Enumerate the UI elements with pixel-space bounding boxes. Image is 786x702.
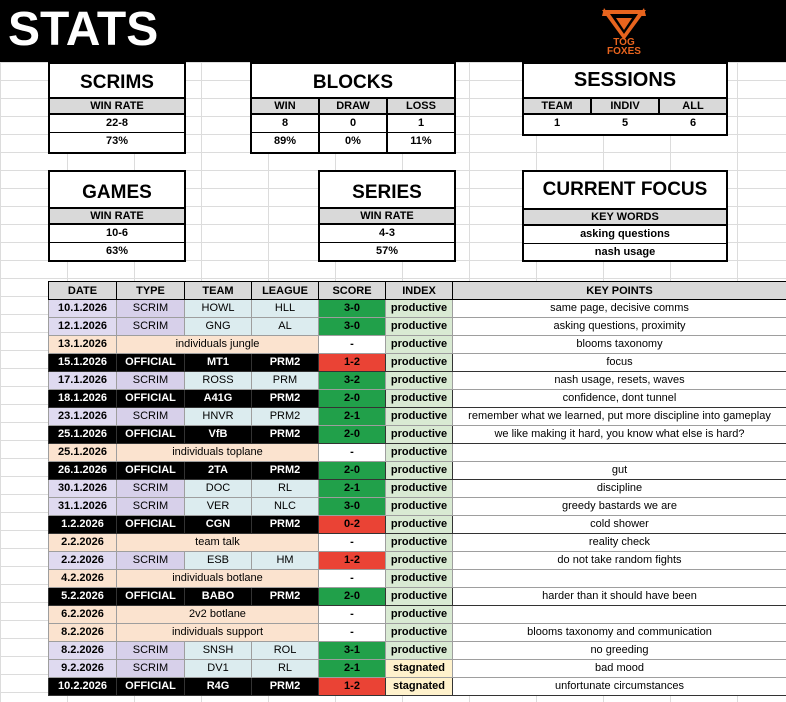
cell-league[interactable]: PRM2	[252, 390, 319, 408]
table-row	[49, 624, 786, 642]
table-row	[49, 462, 786, 480]
logo-line2: FOXES	[607, 46, 641, 57]
cell-score[interactable]: 2-1	[319, 408, 386, 426]
cell-date[interactable]: 1.2.2026	[49, 516, 117, 534]
cell-key-points[interactable]: gut	[453, 462, 786, 480]
cell-team[interactable]: ROSS	[185, 372, 252, 390]
series-title: SERIES	[352, 182, 422, 203]
cell-score[interactable]: 1-2	[319, 354, 386, 372]
blocks-loss-count[interactable]: 1	[388, 115, 454, 133]
cell-index[interactable]: productive	[386, 624, 453, 642]
cell-date[interactable]: 2.2.2026	[49, 552, 117, 570]
cell-league[interactable]: PRM2	[252, 426, 319, 444]
cell-team[interactable]: VER	[185, 498, 252, 516]
cell-score[interactable]: -	[319, 336, 386, 354]
col-header-league[interactable]: LEAGUE	[252, 282, 319, 300]
cell-key-points[interactable]: cold shower	[453, 516, 786, 534]
cell-league[interactable]: RL	[252, 660, 319, 678]
table-row	[49, 516, 786, 534]
focus-card	[522, 170, 728, 262]
cell-date[interactable]: 10.1.2026	[49, 300, 117, 318]
cell-league[interactable]: ROL	[252, 642, 319, 660]
cell-index[interactable]: productive	[386, 336, 453, 354]
cell-date[interactable]: 25.1.2026	[49, 444, 117, 462]
cell-date[interactable]: 8.2.2026	[49, 624, 117, 642]
games-percent[interactable]: 63%	[50, 243, 184, 260]
cell-score[interactable]: 2-1	[319, 660, 386, 678]
cell-team[interactable]: GNG	[185, 318, 252, 336]
cell-type[interactable]: SCRIM	[117, 480, 185, 498]
cell-date[interactable]: 6.2.2026	[49, 606, 117, 624]
cell-team[interactable]: CGN	[185, 516, 252, 534]
cell-score[interactable]: 3-2	[319, 372, 386, 390]
blocks-divider	[386, 115, 388, 152]
table-row	[49, 570, 786, 588]
series-header: WIN RATE	[318, 207, 456, 225]
cell-league[interactable]: PRM2	[252, 516, 319, 534]
cell-key-points[interactable]: reality check	[453, 534, 786, 552]
table-row	[49, 660, 786, 678]
cell-key-points[interactable]: blooms taxonomy	[453, 336, 786, 354]
cell-type[interactable]: SCRIM	[117, 660, 185, 678]
table-row	[49, 408, 786, 426]
table-row	[49, 588, 786, 606]
blocks-loss-percent[interactable]: 11%	[388, 133, 454, 152]
cell-index[interactable]: productive	[386, 372, 453, 390]
cell-index[interactable]: productive	[386, 534, 453, 552]
blocks-header-draw: DRAW	[318, 97, 388, 115]
table-row	[49, 552, 786, 570]
cell-key-points[interactable]: discipline	[453, 480, 786, 498]
cell-activity[interactable]: individuals toplane	[117, 444, 319, 462]
cell-type[interactable]: OFFICIAL	[117, 678, 185, 696]
cell-key-points[interactable]: same page, decisive comms	[453, 300, 786, 318]
cell-type[interactable]: OFFICIAL	[117, 354, 185, 372]
cell-league[interactable]: PRM	[252, 372, 319, 390]
cell-type[interactable]: SCRIM	[117, 318, 185, 336]
blocks-divider	[318, 115, 320, 152]
cell-score[interactable]: 2-0	[319, 588, 386, 606]
cell-date[interactable]: 9.2.2026	[49, 660, 117, 678]
scrims-record[interactable]: 22-8	[50, 115, 184, 133]
sessions-indiv-value[interactable]: 5	[592, 115, 658, 134]
cell-date[interactable]: 23.1.2026	[49, 408, 117, 426]
cell-score[interactable]: -	[319, 570, 386, 588]
cell-type[interactable]: OFFICIAL	[117, 390, 185, 408]
cell-league[interactable]: PRM2	[252, 678, 319, 696]
series-percent[interactable]: 57%	[320, 243, 454, 260]
col-header-key-points[interactable]: KEY POINTS	[453, 282, 786, 300]
cell-team[interactable]: ESB	[185, 552, 252, 570]
sessions-title: SESSIONS	[573, 69, 677, 91]
cell-date[interactable]: 18.1.2026	[49, 390, 117, 408]
cell-league[interactable]: PRM2	[252, 354, 319, 372]
table-row	[49, 426, 786, 444]
series-record[interactable]: 4-3	[320, 225, 454, 243]
logo-line1: TOG	[613, 37, 635, 48]
cell-type[interactable]: SCRIM	[117, 408, 185, 426]
cell-index[interactable]: productive	[386, 588, 453, 606]
scrims-title: SCRIMS	[80, 72, 154, 93]
cell-league[interactable]: NLC	[252, 498, 319, 516]
table-row	[49, 642, 786, 660]
cell-score[interactable]: 2-0	[319, 390, 386, 408]
cell-key-points[interactable]: do not take random fights	[453, 552, 786, 570]
cell-type[interactable]: SCRIM	[117, 552, 185, 570]
cell-date[interactable]: 31.1.2026	[49, 498, 117, 516]
cell-key-points[interactable]: harder than it should have been	[453, 588, 786, 606]
cell-type[interactable]: OFFICIAL	[117, 588, 185, 606]
cell-date[interactable]: 2.2.2026	[49, 534, 117, 552]
cell-score[interactable]: 2-0	[319, 462, 386, 480]
col-header-score[interactable]: SCORE	[319, 282, 386, 300]
cell-score[interactable]: 2-0	[319, 426, 386, 444]
table-row	[49, 534, 786, 552]
focus-item[interactable]: nash usage	[524, 244, 726, 260]
blocks-draw-percent[interactable]: 0%	[320, 133, 386, 152]
table-row	[49, 390, 786, 408]
blocks-win-count[interactable]: 8	[252, 115, 318, 133]
cell-type[interactable]: OFFICIAL	[117, 426, 185, 444]
cell-key-points[interactable]: unfortunate circumstances	[453, 678, 786, 696]
blocks-title: BLOCKS	[312, 72, 394, 93]
cell-league[interactable]: PRM2	[252, 462, 319, 480]
sessions-header-all: ALL	[658, 97, 728, 115]
cell-score[interactable]: 1-2	[319, 678, 386, 696]
cell-league[interactable]: AL	[252, 318, 319, 336]
cell-index[interactable]: productive	[386, 516, 453, 534]
table-row	[49, 498, 786, 516]
focus-item[interactable]: asking questions	[524, 226, 726, 244]
cell-league[interactable]: RL	[252, 480, 319, 498]
blocks-header-win: WIN	[250, 97, 320, 115]
col-header-type[interactable]: TYPE	[117, 282, 185, 300]
cell-team[interactable]: R4G	[185, 678, 252, 696]
cell-index[interactable]: productive	[386, 606, 453, 624]
games-record[interactable]: 10-6	[50, 225, 184, 243]
cell-key-points[interactable]: no greeding	[453, 642, 786, 660]
cell-key-points[interactable]: asking questions, proximity	[453, 318, 786, 336]
cell-league[interactable]: HM	[252, 552, 319, 570]
cell-index[interactable]: productive	[386, 498, 453, 516]
sessions-card	[522, 62, 728, 136]
sessions-header-team: TEAM	[522, 97, 592, 115]
cell-activity[interactable]: individuals support	[117, 624, 319, 642]
cell-date[interactable]: 17.1.2026	[49, 372, 117, 390]
table-row	[49, 606, 786, 624]
cell-key-points[interactable]: blooms taxonomy and communication	[453, 624, 786, 642]
cell-team[interactable]: DV1	[185, 660, 252, 678]
cell-index[interactable]: productive	[386, 480, 453, 498]
blocks-card	[250, 62, 456, 154]
scrims-header: WIN RATE	[48, 97, 186, 115]
cell-date[interactable]: 8.2.2026	[49, 642, 117, 660]
cell-date[interactable]: 30.1.2026	[49, 480, 117, 498]
table-row	[49, 444, 786, 462]
cell-team[interactable]: A41G	[185, 390, 252, 408]
cell-activity[interactable]: 2v2 botlane	[117, 606, 319, 624]
table-row	[49, 678, 786, 696]
cell-key-points[interactable]: remember what we learned, put more discipline into gameplay	[453, 408, 786, 426]
table-header-row	[49, 282, 786, 300]
cell-date[interactable]: 12.1.2026	[49, 318, 117, 336]
col-header-index[interactable]: INDEX	[386, 282, 453, 300]
cell-score[interactable]: -	[319, 606, 386, 624]
cell-index[interactable]: stagnated	[386, 678, 453, 696]
cell-date[interactable]: 5.2.2026	[49, 588, 117, 606]
cell-league[interactable]: PRM2	[252, 408, 319, 426]
table-row	[49, 300, 786, 318]
cell-score[interactable]: 3-0	[319, 318, 386, 336]
cell-key-points[interactable]	[453, 570, 786, 588]
cell-index[interactable]: productive	[386, 462, 453, 480]
cell-league[interactable]: HLL	[252, 300, 319, 318]
cell-team[interactable]: BABO	[185, 588, 252, 606]
cell-index[interactable]: productive	[386, 444, 453, 462]
cell-type[interactable]: OFFICIAL	[117, 462, 185, 480]
table-row	[49, 318, 786, 336]
header-bar	[0, 0, 786, 62]
cell-team[interactable]: MT1	[185, 354, 252, 372]
cell-date[interactable]: 15.1.2026	[49, 354, 117, 372]
cell-index[interactable]: productive	[386, 426, 453, 444]
cell-key-points[interactable]: we like making it hard, you know what else is hard?	[453, 426, 786, 444]
sessions-header-indiv: INDIV	[590, 97, 660, 115]
cell-index[interactable]: productive	[386, 642, 453, 660]
cell-key-points[interactable]: bad mood	[453, 660, 786, 678]
sessions-team-value[interactable]: 1	[524, 115, 590, 134]
cell-score[interactable]: 3-0	[319, 498, 386, 516]
cell-activity[interactable]: individuals jungle	[117, 336, 319, 354]
cell-activity[interactable]: team talk	[117, 534, 319, 552]
focus-title: CURRENT FOCUS	[542, 179, 708, 200]
cell-index[interactable]: productive	[386, 300, 453, 318]
page-title: STATS	[8, 3, 159, 56]
scrims-percent[interactable]: 73%	[50, 133, 184, 152]
cell-activity[interactable]: individuals botlane	[117, 570, 319, 588]
table-row	[49, 336, 786, 354]
cell-team[interactable]: VfB	[185, 426, 252, 444]
cell-team[interactable]: 2TA	[185, 462, 252, 480]
cell-index[interactable]: productive	[386, 318, 453, 336]
col-header-team[interactable]: TEAM	[185, 282, 252, 300]
cell-type[interactable]: SCRIM	[117, 498, 185, 516]
cell-score[interactable]: 0-2	[319, 516, 386, 534]
logo-text	[596, 38, 652, 56]
cell-date[interactable]: 13.1.2026	[49, 336, 117, 354]
cell-team[interactable]: HOWL	[185, 300, 252, 318]
cell-date[interactable]: 10.2.2026	[49, 678, 117, 696]
games-card	[48, 170, 186, 262]
games-header: WIN RATE	[48, 207, 186, 225]
cell-index[interactable]: productive	[386, 570, 453, 588]
cell-team[interactable]: HNVR	[185, 408, 252, 426]
focus-header: KEY WORDS	[522, 208, 728, 226]
series-card	[318, 170, 456, 262]
cell-key-points[interactable]: greedy bastards we are	[453, 498, 786, 516]
cell-score[interactable]: 2-1	[319, 480, 386, 498]
games-title: GAMES	[82, 182, 152, 203]
cell-team[interactable]: SNSH	[185, 642, 252, 660]
cell-type[interactable]: OFFICIAL	[117, 516, 185, 534]
cell-key-points[interactable]	[453, 606, 786, 624]
cell-index[interactable]: productive	[386, 552, 453, 570]
cell-date[interactable]: 25.1.2026	[49, 426, 117, 444]
cell-score[interactable]: 3-0	[319, 300, 386, 318]
cell-index[interactable]: productive	[386, 354, 453, 372]
cell-index[interactable]: productive	[386, 408, 453, 426]
cell-league[interactable]: PRM2	[252, 588, 319, 606]
blocks-win-percent[interactable]: 89%	[252, 133, 318, 152]
scrims-card	[48, 62, 186, 154]
cell-score[interactable]: -	[319, 444, 386, 462]
cell-score[interactable]: -	[319, 534, 386, 552]
cell-date[interactable]: 4.2.2026	[49, 570, 117, 588]
cell-score[interactable]: 3-1	[319, 642, 386, 660]
table-row	[49, 372, 786, 390]
cell-type[interactable]: SCRIM	[117, 642, 185, 660]
cell-key-points[interactable]: nash usage, resets, waves	[453, 372, 786, 390]
blocks-draw-count[interactable]: 0	[320, 115, 386, 133]
cell-type[interactable]: SCRIM	[117, 372, 185, 390]
sessions-all-value[interactable]: 6	[660, 115, 726, 134]
cell-score[interactable]: 1-2	[319, 552, 386, 570]
cell-key-points[interactable]	[453, 444, 786, 462]
cell-type[interactable]: SCRIM	[117, 300, 185, 318]
table-row	[49, 480, 786, 498]
cell-team[interactable]: DOC	[185, 480, 252, 498]
cell-score[interactable]: -	[319, 624, 386, 642]
cell-index[interactable]: stagnated	[386, 660, 453, 678]
blocks-header-loss: LOSS	[386, 97, 456, 115]
table-row	[49, 354, 786, 372]
session-log-table	[48, 281, 786, 696]
col-header-date[interactable]: DATE	[49, 282, 117, 300]
cell-key-points[interactable]: confidence, dont tunnel	[453, 390, 786, 408]
cell-key-points[interactable]: focus	[453, 354, 786, 372]
cell-index[interactable]: productive	[386, 390, 453, 408]
cell-date[interactable]: 26.1.2026	[49, 462, 117, 480]
